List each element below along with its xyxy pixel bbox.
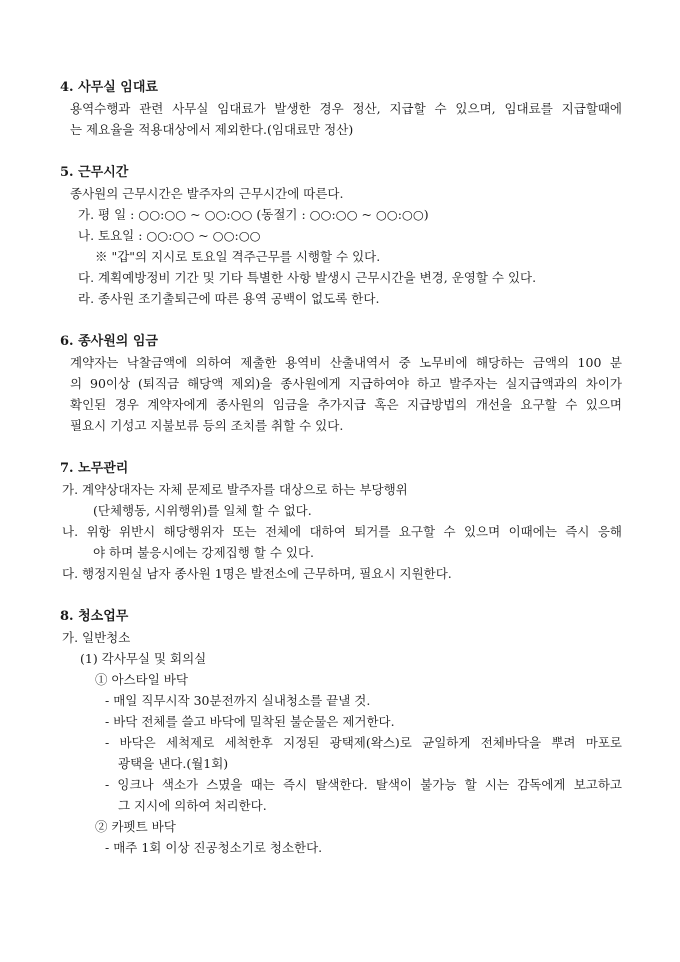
section-6-heading: 6. 종사원의 임금 [60, 334, 158, 349]
section-8-line-10: ② 카펫트 바닥 [95, 819, 176, 834]
section-5-line-3: 나. 토요일 : ○○:○○ ~ ○○:○○ [78, 228, 261, 243]
section-5-line-1: 종사원의 근무시간은 발주자의 근무시간에 따른다. [70, 186, 344, 201]
section-5-note: ※ "갑"의 지시로 토요일 격주근무를 시행할 수 있다. [95, 249, 381, 264]
section-4-heading: 4. 사무실 임대료 [60, 80, 158, 95]
section-5-line-6: 라. 종사원 조기출퇴근에 따른 용역 공백이 없도록 한다. [78, 291, 380, 306]
section-8-line-5: - 바닥 전체를 쓸고 바닥에 밀착된 불순물은 제거한다. [105, 714, 395, 729]
section-4-line-2: 는 제요율을 적용대상에서 제외한다.(임대료만 정산) [70, 122, 354, 137]
section-6-line-2: 의 90이상 (퇴직금 해당액 제외)을 종사원에게 지급하여야 하고 발주자는 실지급액과의 차이가 [70, 376, 622, 391]
section-7-heading: 7. 노무관리 [60, 461, 129, 476]
section-6-line-4: 필요시 기성고 지불보류 등의 조치를 취할 수 있다. [70, 418, 344, 433]
section-5-heading: 5. 근무시간 [60, 165, 129, 180]
section-7-line-1: 가. 계약상대자는 자체 문제로 발주자를 대상으로 하는 부당행위 [62, 482, 408, 497]
section-6-line-1: 계약자는 낙찰금액에 의하여 제출한 용역비 산출내역서 중 노무비에 해당하는 금액의 100 분 [70, 355, 622, 370]
section-8-line-2: (1) 각사무실 및 회의실 [80, 651, 207, 666]
section-8-line-7: 광택을 낸다.(월1회) [118, 756, 229, 771]
section-6-line-3: 확인된 경우 계약자에게 종사원의 임금을 추가지급 혹은 지급방법의 개선을 요구할 수 있으며 [70, 397, 622, 412]
section-8-line-3: ① 아스타일 바닥 [95, 672, 188, 687]
section-8-line-6: - 바닥은 세척제로 세척한후 지정된 광택제(왁스)로 균일하게 전체바닥을 뿌려 마포로 [105, 735, 622, 750]
section-8-line-4: - 매일 직무시작 30분전까지 실내청소를 끝낼 것. [105, 693, 371, 708]
section-4-line-1: 용역수행과 관련 사무실 임대료가 발생한 경우 정산, 지급할 수 있으며, 임대료를 지급할때에 [70, 101, 622, 116]
section-7-line-2: (단체행동, 시위행위)를 일체 할 수 없다. [93, 503, 312, 518]
section-5-line-2: 가. 평 일 : ○○:○○ ~ ○○:○○ (동절기 : ○○:○○ ~ ○○:○○) [78, 207, 429, 222]
section-7-line-5: 다. 행정지원실 남자 종사원 1명은 발전소에 근무하며, 필요시 지원한다. [62, 566, 452, 581]
section-8-line-9: 그 지시에 의하여 처리한다. [118, 798, 267, 813]
section-7-line-3: 나. 위항 위반시 해당행위자 또는 전체에 대하여 퇴거를 요구할 수 있으며 이때에는 즉시 응해 [62, 524, 622, 539]
section-5-line-5: 다. 계획예방정비 기간 및 기타 특별한 사항 발생시 근무시간을 변경, 운영할 수 있다. [78, 270, 537, 285]
section-8-line-8: - 잉크나 색소가 스몄을 때는 즉시 탈색한다. 탈색이 불가능 할 시는 감독에게 보고하고 [105, 777, 622, 792]
section-8-heading: 8. 청소업무 [60, 609, 129, 624]
section-8-line-11: - 매주 1회 이상 진공청소기로 청소한다. [105, 840, 323, 855]
section-7-line-4: 야 하며 불응시에는 강제집행 할 수 있다. [93, 545, 315, 560]
section-8-line-1: 가. 일반청소 [62, 630, 131, 645]
